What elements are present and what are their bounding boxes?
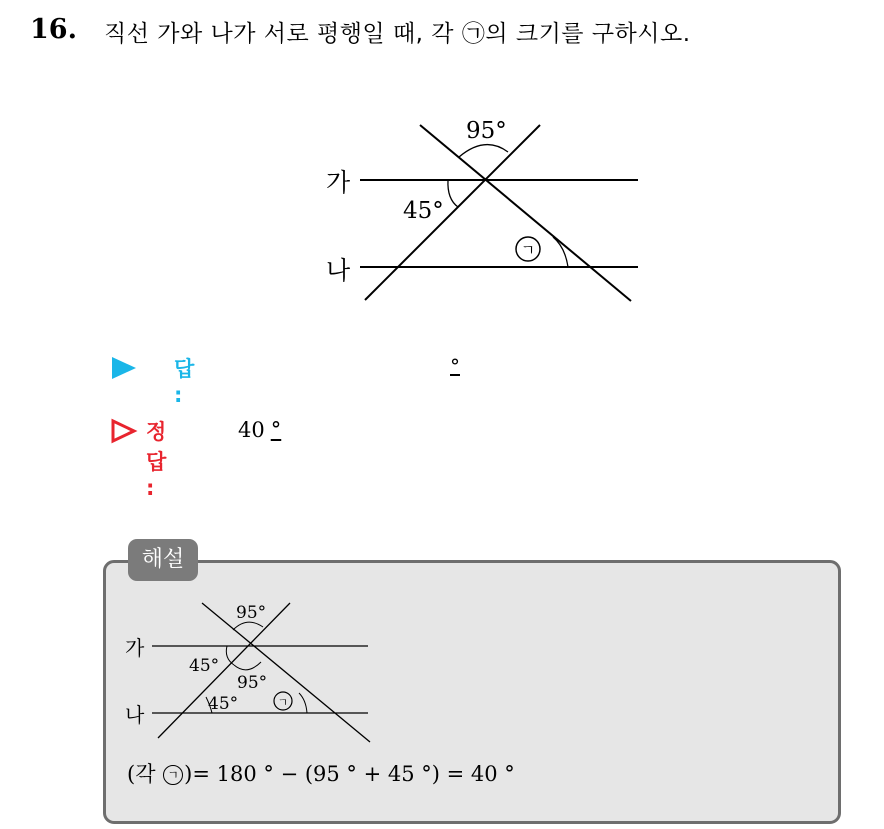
correct-answer-value xyxy=(238,418,281,442)
answer-arrow-icon xyxy=(110,355,138,381)
angle-arc-top xyxy=(459,145,508,157)
answer-blank[interactable]: ° xyxy=(450,354,460,378)
sol-arc-unknown xyxy=(299,693,307,713)
line-a-label: 가 xyxy=(326,168,351,197)
formula-prefix: (각 xyxy=(127,762,156,786)
line-b-label: 나 xyxy=(326,256,351,285)
angle-label-top: 95° xyxy=(466,118,507,144)
angle-arc-left xyxy=(448,180,458,207)
sol-angle-left-upper: 45° xyxy=(189,656,220,676)
question-number: 16. xyxy=(30,14,77,45)
problem-diagram xyxy=(300,105,660,315)
solution-tab: 해설 xyxy=(128,539,198,581)
correct-arrow-icon xyxy=(110,418,138,444)
sol-angle-top: 95° xyxy=(236,603,267,623)
angle-unknown-symbol: ㄱ xyxy=(520,241,536,259)
solution-formula xyxy=(127,758,515,788)
sol-line-a-label: 가 xyxy=(125,636,145,660)
sol-angle-unknown-symbol: ㄱ xyxy=(277,696,289,709)
correct-answer-unit: ° xyxy=(270,418,282,442)
correct-answer-label: 정답 : xyxy=(146,420,167,500)
sol-transversal-left xyxy=(158,603,290,738)
solution-diagram xyxy=(120,598,380,748)
sol-line-b-label: 나 xyxy=(125,703,145,727)
sol-angle-left-lower: 45° xyxy=(208,694,239,714)
formula-angle-symbol: ㄱ xyxy=(163,765,183,785)
sol-transversal-right xyxy=(202,603,370,742)
question-text: 직선 가와 나가 서로 평행일 때, 각 ㉠의 크기를 구하시오. xyxy=(104,21,691,47)
sol-arc-center xyxy=(234,662,261,670)
correct-answer-number: 40 xyxy=(238,418,265,442)
formula-rest: )= 180 ° − (95 ° + 45 °) = 40 ° xyxy=(184,762,515,786)
angle-label-left: 45° xyxy=(403,198,444,224)
sol-angle-center: 95° xyxy=(237,673,268,693)
sol-arc-top xyxy=(233,622,263,630)
answer-label: 답 : xyxy=(174,357,195,407)
